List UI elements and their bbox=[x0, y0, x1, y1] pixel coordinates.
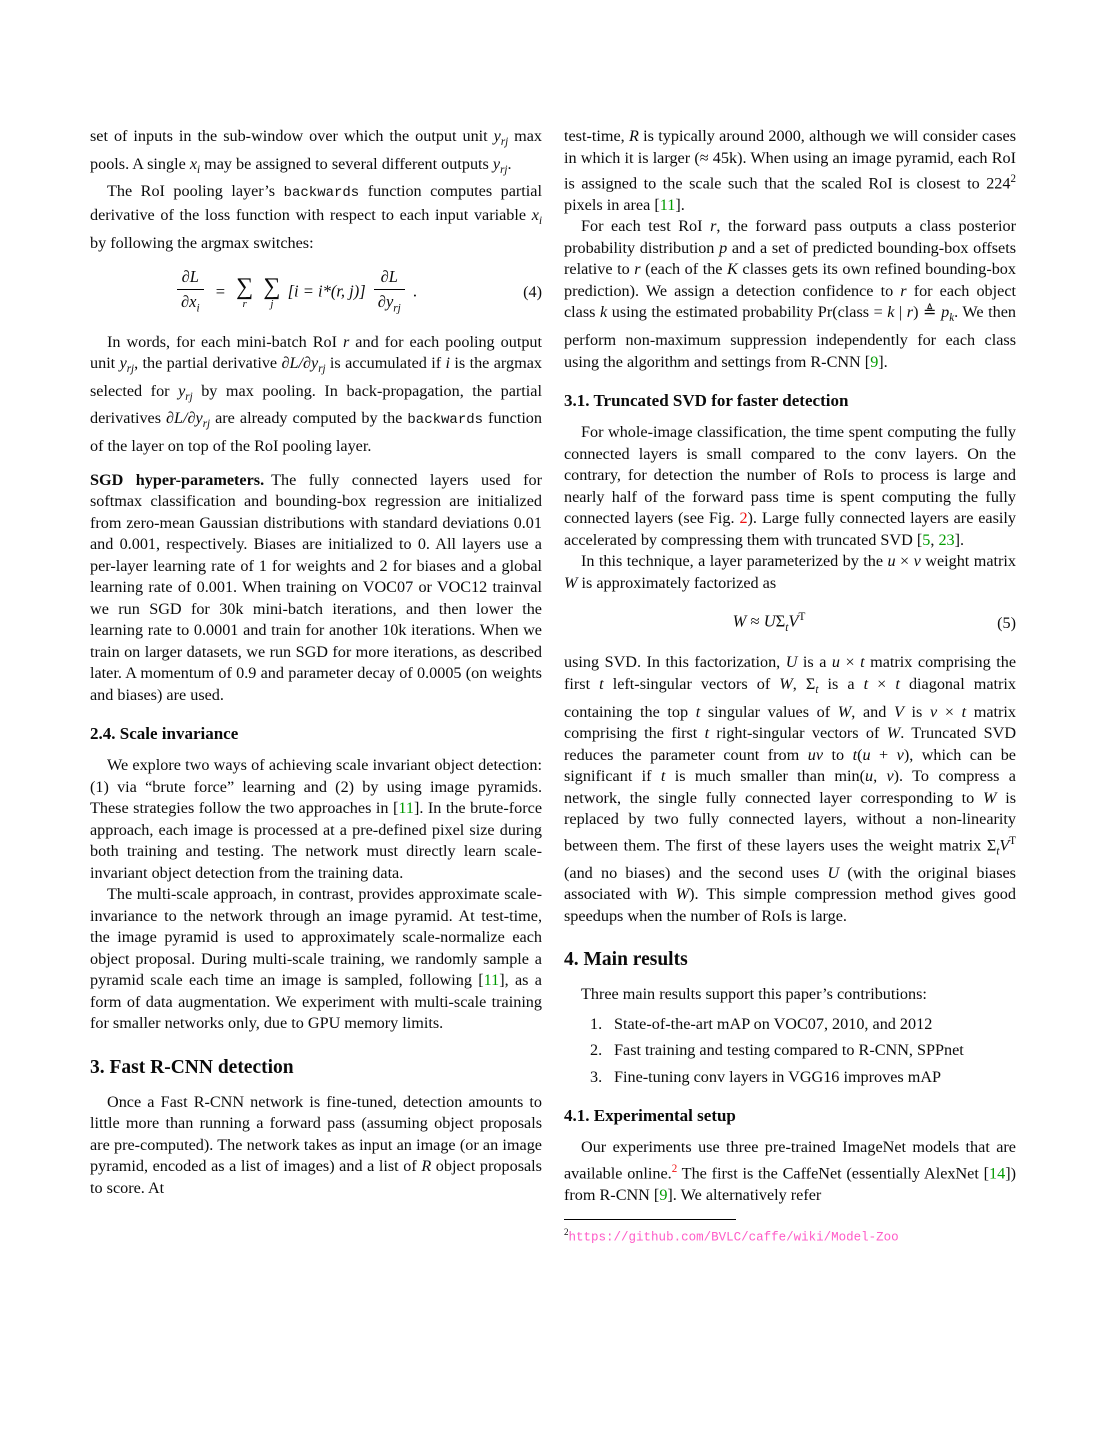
paragraph-in-words bbox=[90, 332, 542, 458]
math-var: t bbox=[852, 745, 858, 764]
sigma-symbol: ∑ bbox=[263, 274, 281, 301]
inline-code: backwards bbox=[407, 412, 484, 429]
math-var: W bbox=[779, 674, 793, 693]
list-item-text: Fine-tuning conv layers in VGG16 improves mAP bbox=[614, 1067, 942, 1086]
math-subscript: t bbox=[785, 621, 789, 634]
equation-number: (5) bbox=[997, 613, 1016, 632]
math-var: k bbox=[887, 303, 895, 322]
summation-index: j bbox=[270, 298, 274, 311]
text-run: may be assigned to several different outputs bbox=[200, 154, 493, 173]
text-run: ), which can be significant if bbox=[564, 745, 1016, 786]
math-var: ∂L/∂y bbox=[166, 409, 203, 428]
math-subscript: t bbox=[815, 684, 819, 697]
text-run: is a bbox=[797, 653, 832, 672]
column-left bbox=[90, 126, 542, 1247]
math-subscript: rj bbox=[393, 302, 401, 315]
list-item-text: Fast training and testing compared to R-CNN, SPPnet bbox=[614, 1041, 964, 1060]
text-run: We explore two ways of achieving scale invariant object detection: (1) via “brute force” learning and (2) by using image pyramids. These strategies follow the two approaches in [ bbox=[90, 756, 542, 818]
math-var: p bbox=[941, 303, 950, 322]
citation-link[interactable]: 9 bbox=[659, 1185, 668, 1204]
text-run: ]. bbox=[954, 530, 965, 549]
paragraph-two-ways bbox=[90, 755, 542, 884]
text-run: function of the layer on top of the RoI pooling layer. bbox=[90, 409, 542, 456]
math-var: W bbox=[675, 885, 690, 904]
math-var: K bbox=[727, 260, 738, 279]
text-run: function computes partial derivative of the loss function with respect to each input variable bbox=[90, 182, 542, 224]
text-run: ). Large fully connected layers are easily accelerated by compressing them with truncated SVD [ bbox=[564, 509, 1016, 549]
list-item bbox=[564, 1040, 1016, 1062]
math-var: u bbox=[887, 552, 896, 571]
text-run: , the partial derivative bbox=[134, 354, 282, 372]
text-run: classes gets its own refined bounding-box prediction). We assign a detection confidence to bbox=[564, 260, 1016, 300]
text-run: by max pooling. In back-propagation, the partial derivatives bbox=[90, 381, 542, 428]
math-var: W bbox=[837, 702, 852, 721]
citation-link[interactable]: 11 bbox=[398, 799, 414, 818]
math-var: v bbox=[896, 745, 904, 764]
math-var: u bbox=[862, 745, 871, 764]
text-run: In words, for each mini-batch RoI bbox=[107, 332, 343, 351]
math-var: t bbox=[599, 674, 604, 693]
citation-link[interactable]: 14 bbox=[989, 1164, 1006, 1183]
footnote bbox=[564, 1224, 1016, 1246]
text-run: Once a Fast R-CNN network is fine-tuned, detection amounts to little more than running a forward pass (assuming object proposals are pre-computed). The network takes as input an image (or an image pyramid, encoded as a list of images) and a list of bbox=[90, 1092, 542, 1176]
url-link[interactable]: https://github.com/BVLC/caffe/wiki/Model-Zoo bbox=[568, 1230, 899, 1245]
fraction-dl-dxi bbox=[177, 267, 204, 318]
text-run: is replaced by two fully connected layers, without a non-linearity between them. The first of these layers uses the weight matrix Σ bbox=[564, 788, 1016, 855]
math-var: v bbox=[913, 552, 921, 571]
text-run: In this technique, a layer parameterized by the bbox=[581, 552, 888, 571]
text-run: The fully connected layers used for softmax classification and bounding-box regression are initialized from zero-mean Gaussian distributions with standard deviations 0.01 and 0.001, respectively. Biases are initialized to 0. All layers use a per-layer learning rate of 1 for weights and 2 for biases and a global learning rate of 0.001. When training on VOC07 or VOC12 trainval we run SGD for 30k mini-batch iterations, and then lower the learning rate to 0.0001 and train for another 10k iterations. When we train on larger datasets, we run SGD for more iterations, as described later. A momentum of 0.9 and parameter decay of 0.0005 (on weights and biases) are used. bbox=[90, 470, 542, 704]
paragraph-multi-scale bbox=[90, 884, 542, 1035]
text-run: matrix comprising the first bbox=[564, 653, 1017, 693]
math-var: t bbox=[695, 702, 701, 721]
footnote-ref-link[interactable]: 2 bbox=[671, 1162, 678, 1175]
heading-main-results: 4. Main results bbox=[564, 949, 688, 971]
math-var: V bbox=[894, 702, 904, 721]
text-run: , the forward pass outputs a class posterior probability distribution bbox=[564, 217, 1016, 257]
math-subscript: i bbox=[197, 163, 201, 176]
footnote-marker: 2 bbox=[564, 1227, 569, 1238]
figure-ref-link[interactable]: 2 bbox=[739, 509, 748, 528]
equation-4-body bbox=[90, 267, 500, 318]
equation-number: (4) bbox=[523, 283, 542, 302]
heading-truncated-svd: 3.1. Truncated SVD for faster detection bbox=[564, 391, 849, 411]
math-superscript: T bbox=[1009, 834, 1016, 847]
math-var: t bbox=[863, 674, 869, 693]
text-run: ]. bbox=[675, 195, 685, 214]
text-run: The multi-scale approach, in contrast, provides approximate scale-invariance to the network through an image pyramid. At test-time, the image pyramid is used to approximately scale-normalize each object proposal. During multi-scale training, we randomly sample a pyramid scale each time an image is sampled, following [ bbox=[90, 885, 542, 990]
text-run: is bbox=[903, 702, 930, 721]
text-run: ]. bbox=[878, 352, 888, 371]
text-run: ]) from R-CNN [ bbox=[564, 1164, 1016, 1204]
summation-r bbox=[236, 275, 253, 310]
text-run: max pools. A single bbox=[90, 127, 542, 173]
text-run: pixels in area [ bbox=[564, 195, 660, 214]
math-var: R bbox=[628, 127, 639, 145]
math-var: i bbox=[445, 354, 451, 372]
math-subscript: rj bbox=[126, 363, 135, 376]
text-run: Three main results support this paper’s contributions: bbox=[581, 985, 927, 1004]
text-run: × bbox=[937, 702, 962, 721]
math-var: y bbox=[492, 154, 501, 173]
text-run: . We then perform non-maximum suppression independently for each class using the algorithm and settings from R-CNN [ bbox=[564, 303, 1016, 371]
math-subscript: i bbox=[196, 302, 200, 315]
equation-5-body bbox=[564, 607, 974, 639]
paragraph-sgd-hyperparameters bbox=[90, 470, 542, 707]
math-var: U bbox=[763, 611, 776, 631]
math-subscript: rj bbox=[185, 390, 193, 403]
math-var: y bbox=[178, 381, 186, 400]
math-var: W bbox=[564, 573, 578, 592]
equation-5 bbox=[564, 607, 1016, 639]
sigma-symbol: ∑ bbox=[236, 274, 254, 301]
text-run: | bbox=[894, 303, 907, 322]
results-list bbox=[564, 1014, 1016, 1089]
text-run: For each test RoI bbox=[581, 217, 711, 236]
paragraph-whole-image-classification bbox=[564, 422, 1016, 551]
math-subscript: t bbox=[996, 845, 1000, 858]
math-var: r bbox=[710, 217, 717, 236]
math-var: U bbox=[827, 863, 840, 882]
text-run: ( bbox=[857, 745, 863, 764]
footnote-rule bbox=[564, 1219, 736, 1220]
fraction-numerator: ∂L bbox=[177, 267, 204, 290]
paragraph-backwards-function bbox=[90, 181, 542, 254]
math-var: t bbox=[860, 653, 865, 672]
math-superscript: 2 bbox=[1010, 173, 1016, 185]
text-run: to bbox=[823, 745, 853, 764]
text-run: ], as a form of data augmentation. We experiment with multi-scale training for smaller networks only, due to GPU memory limits. bbox=[90, 971, 542, 1033]
text-run: singular values of bbox=[700, 702, 838, 721]
fraction-denominator bbox=[374, 290, 405, 318]
math-var: u bbox=[831, 653, 840, 672]
math-superscript: T bbox=[798, 611, 806, 624]
fraction-denominator bbox=[177, 290, 204, 318]
math-var: V bbox=[788, 611, 799, 631]
citation-link[interactable]: 9 bbox=[870, 352, 879, 371]
math-var: x bbox=[189, 154, 198, 173]
text-run: The RoI pooling layer’s bbox=[107, 182, 284, 201]
math-var: R bbox=[421, 1157, 432, 1176]
list-item-number: 3. bbox=[590, 1067, 603, 1086]
math-var: p bbox=[719, 238, 728, 257]
list-item-number: 2. bbox=[590, 1041, 603, 1060]
math-var: t bbox=[704, 724, 710, 743]
list-item bbox=[564, 1014, 1016, 1036]
math-subscript: i bbox=[538, 215, 542, 228]
text-run: is a bbox=[818, 674, 864, 693]
text-run: (with the original biases associated with bbox=[564, 863, 1016, 904]
text-run: and for each pooling output unit bbox=[90, 332, 543, 372]
fraction-numerator: ∂L bbox=[374, 267, 405, 290]
column-right bbox=[564, 126, 1016, 1247]
math-var: y bbox=[119, 354, 127, 372]
bold-run: SGD hyper-parameters. bbox=[90, 470, 265, 489]
math-var: r bbox=[634, 260, 641, 279]
text-run: , Σ bbox=[792, 674, 816, 693]
text-run: is accumulated if bbox=[325, 354, 446, 372]
text-run: by following the argmax switches: bbox=[90, 233, 314, 252]
citation-link[interactable]: 11 bbox=[483, 971, 500, 990]
summation-j bbox=[263, 275, 280, 310]
equals-sign: = bbox=[215, 281, 226, 301]
math-var: k bbox=[600, 303, 608, 322]
math-var: t bbox=[895, 674, 900, 693]
text-run: The first is the CaffeNet (essentially AlexNet [ bbox=[677, 1164, 990, 1183]
iverson-bracket: [i = i*(r, j)] bbox=[287, 281, 366, 301]
text-run: right-singular vectors of bbox=[709, 724, 887, 743]
math-var: ∂L/∂y bbox=[281, 354, 319, 372]
text-run: ). To compress a network, the single fully connected layer corresponding to bbox=[564, 767, 1016, 807]
text-run: is approximately factorized as bbox=[577, 573, 777, 592]
paragraph-roi-pooling-cont bbox=[90, 126, 542, 181]
math-var: v bbox=[929, 702, 938, 721]
text-run: is much smaller than min( bbox=[665, 767, 865, 786]
math-var: u, v bbox=[864, 767, 894, 786]
text-run: object proposals to score. At bbox=[90, 1157, 542, 1197]
text-run: are already computed by the bbox=[210, 409, 408, 428]
text-run: ) ≜ bbox=[913, 303, 942, 322]
text-run: ). This simple compression method gives good speedups when the number of RoIs is large. bbox=[564, 885, 1016, 925]
math-subscript: rj bbox=[500, 163, 508, 176]
text-run: diagonal matrix containing the top bbox=[564, 674, 1017, 721]
math-var: r bbox=[900, 281, 907, 300]
text-run: ≈ bbox=[746, 611, 764, 631]
math-var: r bbox=[906, 303, 914, 322]
math-var: t bbox=[660, 767, 666, 786]
text-run: using SVD. In this factorization, bbox=[564, 653, 786, 672]
text-run: and a set of predicted bounding-box offsets relative to bbox=[564, 238, 1016, 279]
paragraph-forward-pass bbox=[564, 216, 1016, 373]
text-run: test-time, bbox=[564, 127, 629, 145]
text-run: For whole-image classification, the time spent computing the fully connected layers is small compared to the conv layers. On the contrary, for detection the number of RoIs to process is large and nearly half of the forward pass time is spent computing the fully connected layers (see Fig. bbox=[564, 423, 1016, 528]
list-item-text: State-of-the-art mAP on VOC07, 2010, and 2012 bbox=[614, 1014, 933, 1033]
math-var: U bbox=[785, 653, 798, 672]
math-var: r bbox=[343, 332, 350, 351]
math-var: V bbox=[999, 836, 1010, 855]
text-run: Σ bbox=[775, 611, 786, 631]
paragraph-three-results bbox=[564, 984, 1016, 1006]
text-run: is typically around 2000, although we will consider cases in which it is larger (≈ 45k). When using an image pyramid, each RoI is assigned to the scale such that the scaled RoI is closest to 224 bbox=[564, 127, 1016, 193]
citation-link[interactable]: 11 bbox=[659, 195, 676, 214]
text-run: using the estimated probability Pr(class = bbox=[607, 303, 888, 322]
math-var: x bbox=[531, 205, 539, 224]
math-var: W bbox=[886, 724, 901, 743]
text-run: Our experiments use three pre-trained ImageNet models that are available online. bbox=[564, 1138, 1016, 1183]
math-var: uv bbox=[807, 745, 824, 764]
text-run: weight matrix bbox=[920, 552, 1016, 571]
text-run: ]. We alternatively refer bbox=[667, 1185, 822, 1204]
paper-page bbox=[90, 126, 1016, 1247]
paragraph-technique bbox=[564, 551, 1016, 594]
math-var: y bbox=[493, 127, 501, 145]
paragraph-detection-intro bbox=[90, 1092, 542, 1200]
text-run: × bbox=[840, 653, 861, 672]
list-item-number: 1. bbox=[590, 1014, 603, 1033]
text-run: , and bbox=[851, 702, 894, 721]
text-run: . Truncated SVD reduces the parameter count from bbox=[564, 724, 1017, 764]
text-run: ]. In the brute-force approach, each image is processed at a pre-defined pixel size during both training and testing. The network must directly learn scale-invariant object detection from the training data. bbox=[90, 799, 543, 882]
period: . bbox=[412, 281, 418, 301]
paragraph-using-svd bbox=[564, 652, 1016, 927]
paragraph-test-time bbox=[564, 126, 1016, 216]
summation-index: r bbox=[242, 298, 247, 311]
inline-code: backwards bbox=[283, 185, 360, 202]
heading-experimental-setup: 4.1. Experimental setup bbox=[564, 1106, 736, 1126]
text-run: ∂x bbox=[180, 292, 197, 312]
fraction-dl-dyrj bbox=[374, 267, 405, 318]
text-run: is the argmax selected for bbox=[90, 354, 542, 400]
text-run: left-singular vectors of bbox=[603, 674, 780, 693]
math-var: W bbox=[732, 611, 747, 631]
heading-scale-invariance: 2.4. Scale invariance bbox=[90, 724, 239, 744]
math-subscript: rj bbox=[500, 136, 509, 149]
math-subscript: k bbox=[949, 312, 955, 325]
text-run: . bbox=[507, 154, 512, 173]
math-subscript: rj bbox=[202, 418, 211, 431]
citation-link[interactable]: 5 bbox=[922, 530, 931, 549]
text-run: + bbox=[870, 745, 897, 764]
citation-link[interactable]: 23 bbox=[938, 530, 955, 549]
heading-fast-rcnn-detection: 3. Fast R-CNN detection bbox=[90, 1056, 294, 1078]
text-run: (each of the bbox=[640, 260, 728, 279]
math-var: W bbox=[983, 788, 997, 807]
text-run: matrix comprising the first bbox=[564, 702, 1016, 743]
list-item bbox=[564, 1067, 1016, 1089]
text-run: × bbox=[895, 552, 914, 571]
text-run: × bbox=[868, 674, 896, 693]
text-run: ∂y bbox=[377, 292, 394, 312]
text-run: (and no biases) and the second uses bbox=[564, 863, 828, 882]
equation-4 bbox=[90, 267, 542, 318]
text-run: for each object class bbox=[564, 281, 1016, 322]
paragraph-experiments bbox=[564, 1137, 1016, 1206]
text-run: set of inputs in the sub-window over which the output unit bbox=[90, 127, 494, 145]
math-var: t bbox=[961, 702, 967, 721]
math-subscript: rj bbox=[318, 363, 326, 376]
text-run: , bbox=[930, 530, 939, 549]
